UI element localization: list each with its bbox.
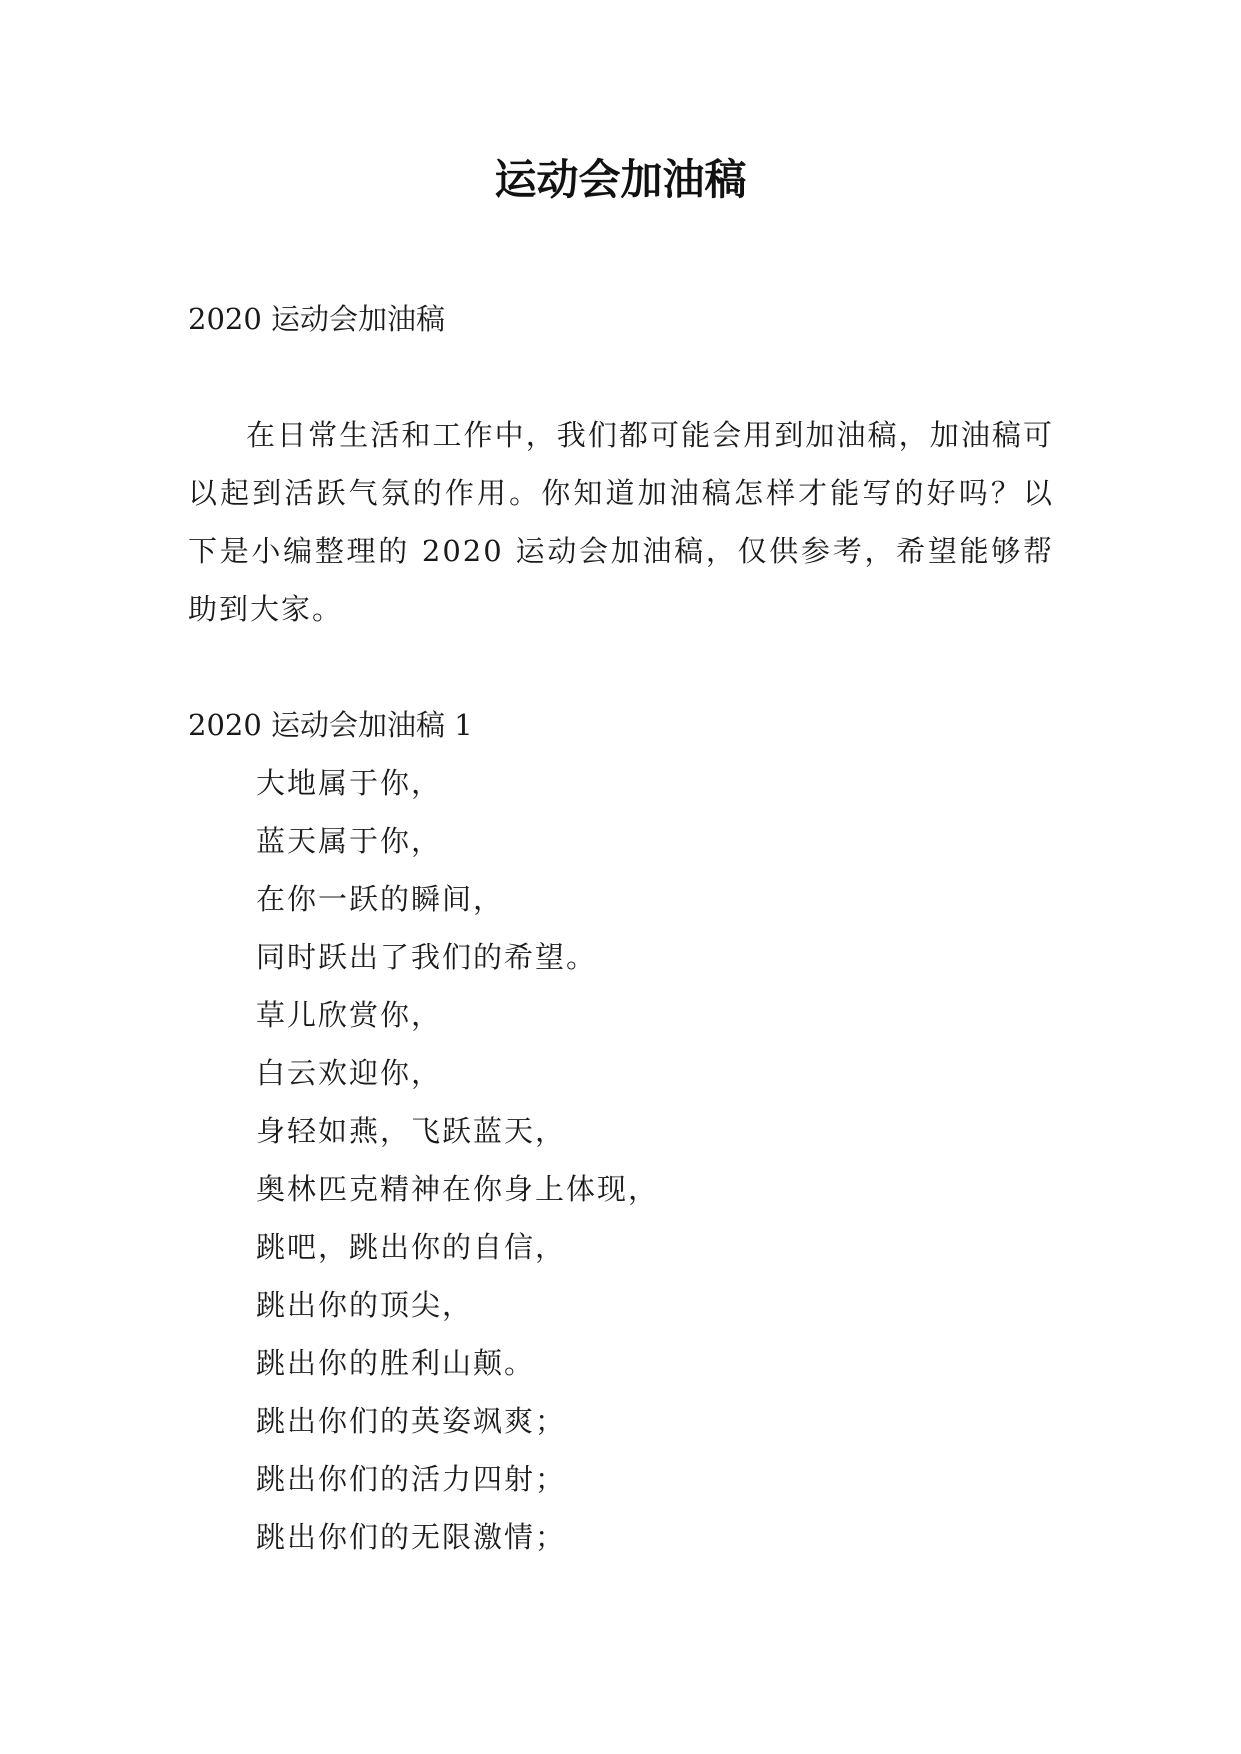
poem-line: 跳出你的顶尖， — [256, 1288, 474, 1322]
poem-line: 草儿欣赏你， — [256, 998, 443, 1032]
poem-line: 在你一跃的瞬间， — [256, 882, 505, 916]
poem-line: 跳出你们的无限激情； — [256, 1520, 567, 1554]
subtitle: 2020 运动会加油稿 — [188, 302, 446, 336]
intro-paragraph: 在日常生活和工作中，我们都可能会用到加油稿，加油稿可以起到活跃气氛的作用。你知道加油稿怎样才能写的好吗？以下是小编整理的 2020 运动会加油稿，仅供参考，希望能够帮助到大家。 — [188, 418, 1054, 626]
poem-line: 跳出你们的英姿飒爽； — [256, 1404, 567, 1438]
poem-line: 跳吧，跳出你的自信， — [256, 1230, 567, 1264]
poem-line: 跳出你们的活力四射； — [256, 1462, 567, 1496]
spacer — [188, 638, 1054, 696]
section-title: 2020 运动会加油稿 1 — [188, 708, 473, 742]
poem-line: 白云欢迎你， — [256, 1056, 443, 1090]
poem — [188, 754, 1054, 1566]
poem-line: 身轻如燕，飞跃蓝天， — [256, 1114, 567, 1148]
poem-line: 大地属于你， — [256, 766, 443, 800]
poem-line: 同时跃出了我们的希望。 — [256, 940, 598, 974]
document-body — [188, 290, 1054, 1566]
spacer — [188, 348, 1054, 406]
poem-line: 蓝天属于你， — [256, 824, 443, 858]
poem-line: 跳出你的胜利山颠。 — [256, 1346, 536, 1380]
document-title: 运动会加油稿 — [494, 155, 747, 204]
poem-line: 奥林匹克精神在你身上体现， — [256, 1172, 660, 1206]
